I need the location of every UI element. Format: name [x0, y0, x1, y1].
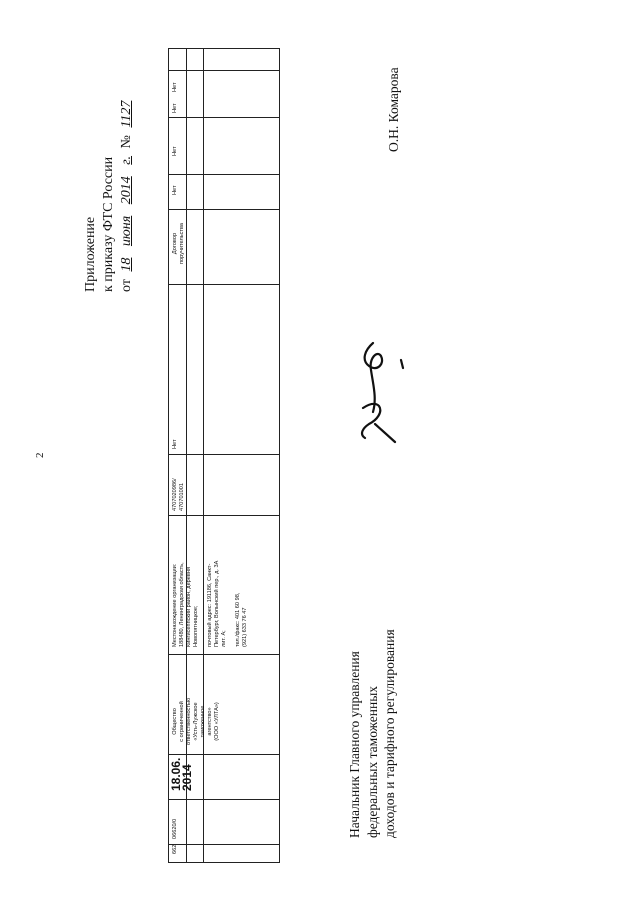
- registry-table: [168, 48, 280, 863]
- appendix-from: от: [119, 279, 134, 292]
- appendix-order-date-line: [118, 97, 136, 292]
- page-number: 2: [34, 452, 46, 458]
- appendix-year-suffix: г.: [119, 155, 134, 165]
- appendix-month: июня: [119, 215, 134, 247]
- row-contract-cell: Договор поручительства: [172, 222, 185, 264]
- row-col-net-4: Нет: [172, 103, 178, 113]
- row-company-cell: Общество с ограниченной ответственностью «Усть-Лужское таможенное агентство» (ООО «УЛТА»): [172, 697, 220, 745]
- signer-block: [346, 629, 399, 838]
- row-address-cell: Местонахождение организации: 188480, Ленинградская область, Кингисеппский район, деревня Новопятницкое; почтовый адрес: 191186, Санкт- Петербург, Волынский пер., д. 3А лит. А; тел./факс: 401 60 98, (921) 633 76 47: [172, 560, 248, 647]
- row-date-cell: 18.06. 2014: [169, 757, 194, 791]
- row-index-cell: 662: [172, 844, 178, 854]
- row-code-cell: 06620/0: [172, 818, 178, 839]
- appendix-header: [82, 97, 136, 292]
- appendix-title: Приложение: [83, 216, 98, 292]
- signer-name: О.Н. Комарова: [386, 67, 401, 152]
- appendix-number-sign: №: [119, 135, 134, 149]
- row-col-net-3: Нет: [172, 146, 178, 156]
- row-col-net-2: Нет: [172, 185, 178, 195]
- appendix-day: 18: [119, 257, 134, 272]
- signer-title-line-2: федеральных таможенных: [364, 685, 380, 838]
- appendix-order-ref: к приказу ФТС России: [101, 156, 116, 292]
- signer-title-line-3: доходов и тарифного регулирования: [382, 629, 397, 838]
- row-col-net-1: Нет: [172, 439, 178, 449]
- appendix-number: 1127: [119, 100, 134, 128]
- appendix-year: 2014: [119, 176, 134, 205]
- handwritten-signature: [355, 338, 415, 448]
- row-col-net-5: Нет: [172, 82, 178, 92]
- signer-title-line-1: Начальник Главного управления: [347, 651, 362, 838]
- row-inn-kpp-cell: 4707020986/ 470701001: [172, 478, 185, 511]
